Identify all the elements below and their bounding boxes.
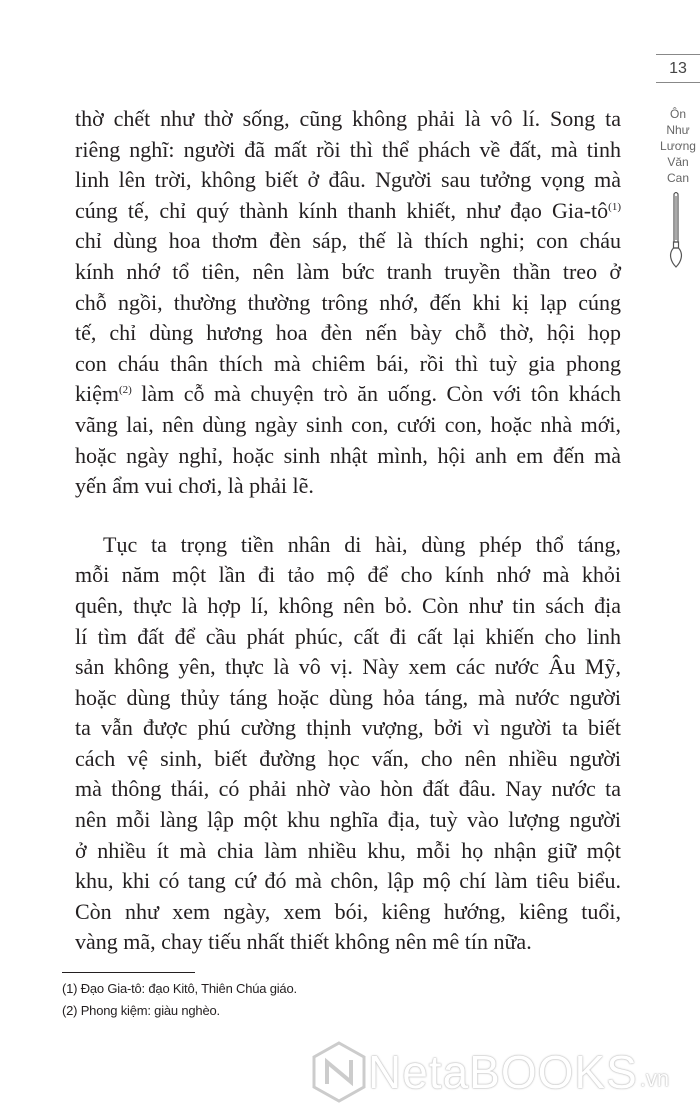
netabooks-logo-icon (310, 1040, 368, 1104)
line-text: sản không yên, thực là vô vị. Này xem các nước Âu Mỹ, (75, 654, 621, 680)
text-line (75, 530, 621, 561)
text-line (75, 196, 621, 227)
line-text: vàng mã, chay tiếu nhất thiết không nên mê tín nữa. (75, 929, 532, 955)
line-text: vãng lai, nên dùng ngày sinh con, cưới con, hoặc nhà mới, (75, 411, 621, 437)
watermark-suffix: .vn (639, 1066, 670, 1091)
text-line (75, 349, 621, 380)
text-line (75, 410, 621, 441)
text-line (75, 104, 621, 135)
page-number-rule-top (656, 54, 700, 55)
line-text: kiệm (75, 381, 119, 407)
text-line (75, 927, 621, 958)
line-text: làm cỗ mà chuyện trò ăn uống. Còn với tôn khách (131, 381, 621, 407)
line-text: hoặc dùng thủy táng hoặc dùng hỏa táng, mà nước người (75, 684, 621, 710)
text-line (75, 713, 621, 744)
line-text: hoặc ngày nghỉ, hoặc sinh nhật mình, hội anh em đến mà (75, 442, 621, 468)
text-line (75, 683, 621, 714)
brush-icon (665, 192, 687, 273)
running-title-word: Lương (660, 139, 696, 153)
text-line (75, 257, 621, 288)
text-line (75, 836, 621, 867)
line-text: cách vệ sinh, biết đường học vấn, cho nên nhiều người (75, 745, 621, 771)
text-line (75, 471, 621, 502)
text-line (75, 591, 621, 622)
footnote-divider (62, 972, 195, 973)
line-text: tế, chỉ dùng hương hoa đèn nến bày chỗ thờ, hội họp (75, 320, 621, 346)
footnote-ref[interactable]: (2) (119, 384, 132, 397)
running-title-word: Ôn (669, 107, 686, 121)
line-text: kính nhớ tổ tiên, nên làm bức tranh truyền thần treo ở (75, 258, 621, 284)
page-number-rule-bottom (656, 82, 700, 83)
line-text: mỗi năm một lần đi tảo mộ để cho kính nhớ mà khỏi (75, 562, 621, 588)
netabooks-watermark (310, 1040, 669, 1104)
text-line (75, 135, 621, 166)
line-text: lí tìm đất để cầu phát phúc, cất đi cất lại khiến cho linh (75, 623, 621, 649)
paragraph (75, 530, 621, 958)
running-title-word: Can (666, 171, 689, 185)
line-text: Còn như xem ngày, xem bói, kiêng hướng, kiêng tuổi, (75, 898, 621, 924)
page-number: 13 (669, 60, 687, 77)
line-text: yến ẩm vui chơi, là phải lẽ. (75, 473, 314, 499)
footnote-ref[interactable]: (1) (608, 200, 621, 213)
line-text: chỉ dùng hoa thơm đèn sáp, thế là thích nghi; con cháu (75, 228, 621, 254)
running-title-word: Văn (667, 155, 689, 169)
line-text: cúng tế, chỉ quý thành kính thanh khiết, như đạo Gia-tô (75, 197, 609, 223)
watermark-brand: NetaBOOKS (368, 1046, 638, 1098)
text-line (75, 744, 621, 775)
text-line (75, 318, 621, 349)
line-text: chỗ ngồi, thường thường trông nhớ, đến khi kị lạp cúng (75, 289, 621, 315)
line-text: con cháu thân thích mà chiêm bái, rồi thì tuỳ gia phong (75, 350, 621, 376)
text-line (75, 560, 621, 591)
line-text: ta vẫn được phú cường thịnh vượng, bởi vì người ta biết (75, 715, 621, 741)
line-text: khu, khi có tang cứ đó mà chôn, lập mộ chí làm tiêu biểu. (75, 868, 621, 894)
running-title (652, 106, 700, 186)
line-text: ở nhiều ít mà chia làm nhiều khu, mỗi họ nhận giữ một (75, 837, 621, 863)
footnotes (62, 978, 297, 1022)
text-line (75, 622, 621, 653)
line-text: Tục ta trọng tiền nhân di hài, dùng phép thổ táng, (103, 531, 621, 557)
running-title-word: Như (666, 123, 690, 137)
text-line (75, 165, 621, 196)
footnote-2: (2) Phong kiệm: giàu nghèo. (62, 1003, 220, 1018)
line-text: quên, thực là hợp lí, không nên bỏ. Còn như tin sách địa (75, 592, 621, 618)
text-line (75, 897, 621, 928)
text-line (75, 226, 621, 257)
footnote-1: (1) Đạo Gia-tô: đạo Kitô, Thiên Chúa giáo. (62, 981, 297, 996)
body-text (75, 104, 621, 958)
paragraph (75, 104, 621, 502)
text-line (75, 805, 621, 836)
text-line (75, 441, 621, 472)
line-text: riêng nghĩ: người đã mất rồi thì thể phách về đất, mà tinh (75, 136, 621, 162)
line-text: mà thông thái, có phải nhờ vào hòn đất đâu. Nay nước ta (75, 776, 621, 802)
text-line (75, 774, 621, 805)
line-text: linh lên trời, không biết ở đâu. Người sau tưởng vọng mà (75, 167, 621, 193)
text-line (75, 288, 621, 319)
text-line (75, 652, 621, 683)
line-text: thờ chết như thờ sống, cũng không phải là vô lí. Song ta (75, 106, 621, 131)
line-text: nên mỗi làng lập một khu nghĩa địa, tuỳ vào lượng người (75, 807, 621, 833)
text-line (75, 866, 621, 897)
text-line (75, 379, 621, 410)
